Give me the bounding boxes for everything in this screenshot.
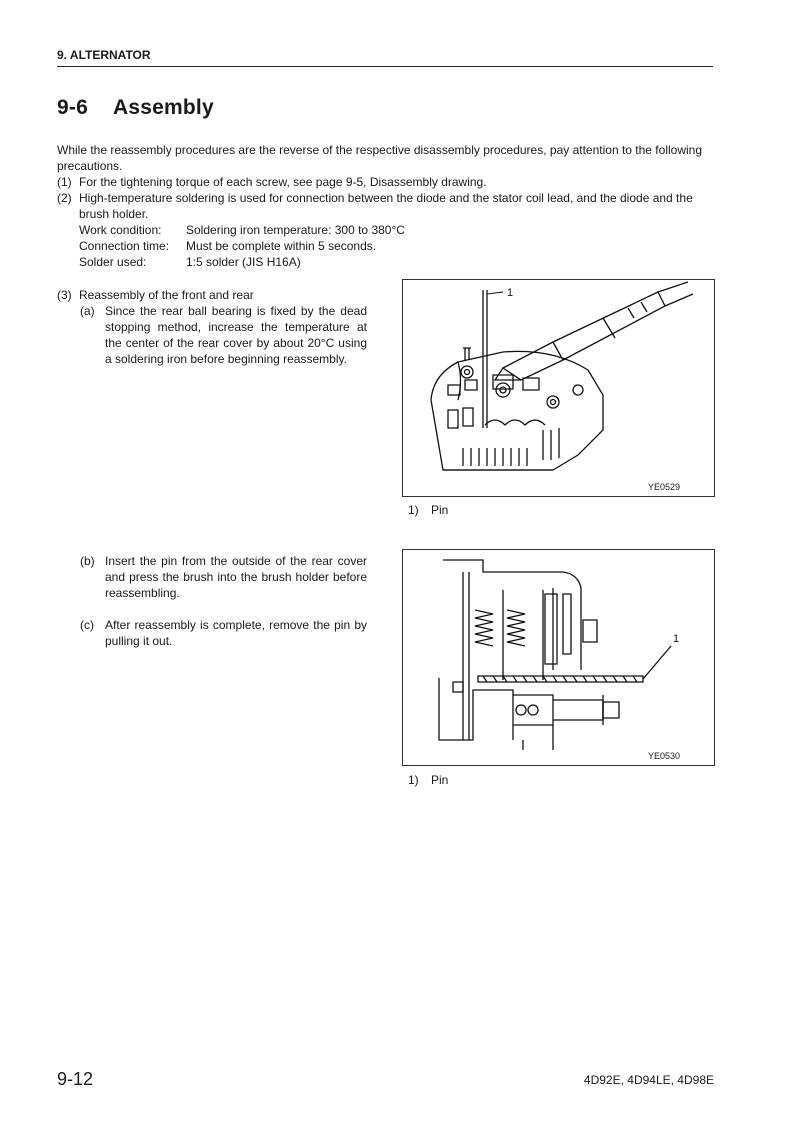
figure-1-caption-text: Pin [431, 503, 449, 517]
list-item-2 [57, 190, 715, 222]
step-3c [57, 617, 367, 649]
step-3c-text: After reassembly is complete, remove the pin by pulling it out. [105, 618, 367, 648]
step-3b-text: Insert the pin from the outside of the rear cover and press the brush into the brush holder before reassembling. [105, 554, 367, 600]
figure-2-callout: 1 [673, 633, 680, 645]
figure-brush-holder-section [402, 549, 715, 766]
list-item-1-text: For the tightening torque of each screw, see page 9-5, Disassembly drawing. [79, 175, 487, 189]
figure-2-caption-text: Pin [431, 773, 449, 787]
work-condition-value: Soldering iron temperature: 300 to 380°C [186, 223, 405, 237]
step-3-heading [57, 287, 367, 303]
step-3-marker: (3) [57, 288, 72, 302]
work-condition-row [79, 222, 715, 238]
step-3bc-section [57, 553, 367, 649]
step-3b [57, 553, 367, 601]
step-3-section [57, 287, 367, 367]
section-header-text: 9. ALTERNATOR [57, 48, 151, 62]
work-condition-label: Work condition: [79, 223, 162, 237]
step-3c-marker: (c) [80, 618, 94, 632]
connection-time-value: Must be complete within 5 seconds. [186, 239, 377, 253]
step-3a-marker: (a) [80, 304, 95, 318]
list-item-2-text: High-temperature soldering is used for connection between the diode and the stator coil lead, and the diode and the brush holder. [79, 191, 693, 221]
connection-time-row [79, 238, 715, 254]
figure-1-caption-number: 1) [408, 503, 419, 517]
list-item-1 [57, 174, 715, 190]
step-3b-marker: (b) [80, 554, 95, 568]
solder-used-row [79, 254, 715, 270]
page-number: 9-12 [57, 1069, 94, 1089]
section-header [57, 48, 713, 67]
connection-time-label: Connection time: [79, 239, 170, 253]
intro-paragraph: While the reassembly procedures are the reverse of the respective disassembly procedures, pay attention to the following precautions. [57, 143, 702, 173]
cross-section-illustration [403, 550, 714, 765]
figure-1-code: YE0529 [647, 482, 680, 492]
solder-used-value: 1:5 solder (JIS H16A) [186, 255, 301, 269]
intro-section [57, 142, 715, 270]
work-conditions [57, 222, 715, 270]
page-title-number: 9-6 [57, 96, 88, 119]
page-title [57, 96, 214, 120]
page-title-text: Assembly [113, 96, 214, 119]
figure-1-caption [408, 503, 448, 517]
list-item-2-marker: (2) [57, 191, 72, 205]
figure-2-caption [408, 773, 448, 787]
soldering-illustration [403, 280, 714, 496]
figure-1-callout: 1 [507, 287, 514, 299]
figure-2-caption-number: 1) [408, 773, 419, 787]
solder-used-label: Solder used: [79, 255, 147, 269]
list-item-1-marker: (1) [57, 175, 72, 189]
step-3a [57, 303, 367, 367]
step-3a-text: Since the rear ball bearing is fixed by the dead stopping method, increase the temperature at the center of the rear cover by about 20°C using a soldering iron before beginning reassembly. [105, 304, 367, 366]
step-3-title: Reassembly of the front and rear [79, 288, 254, 302]
figure-soldering-iron [402, 279, 715, 497]
model-numbers: 4D92E, 4D94LE, 4D98E [583, 1073, 714, 1087]
figure-2-code: YE0530 [647, 751, 680, 761]
